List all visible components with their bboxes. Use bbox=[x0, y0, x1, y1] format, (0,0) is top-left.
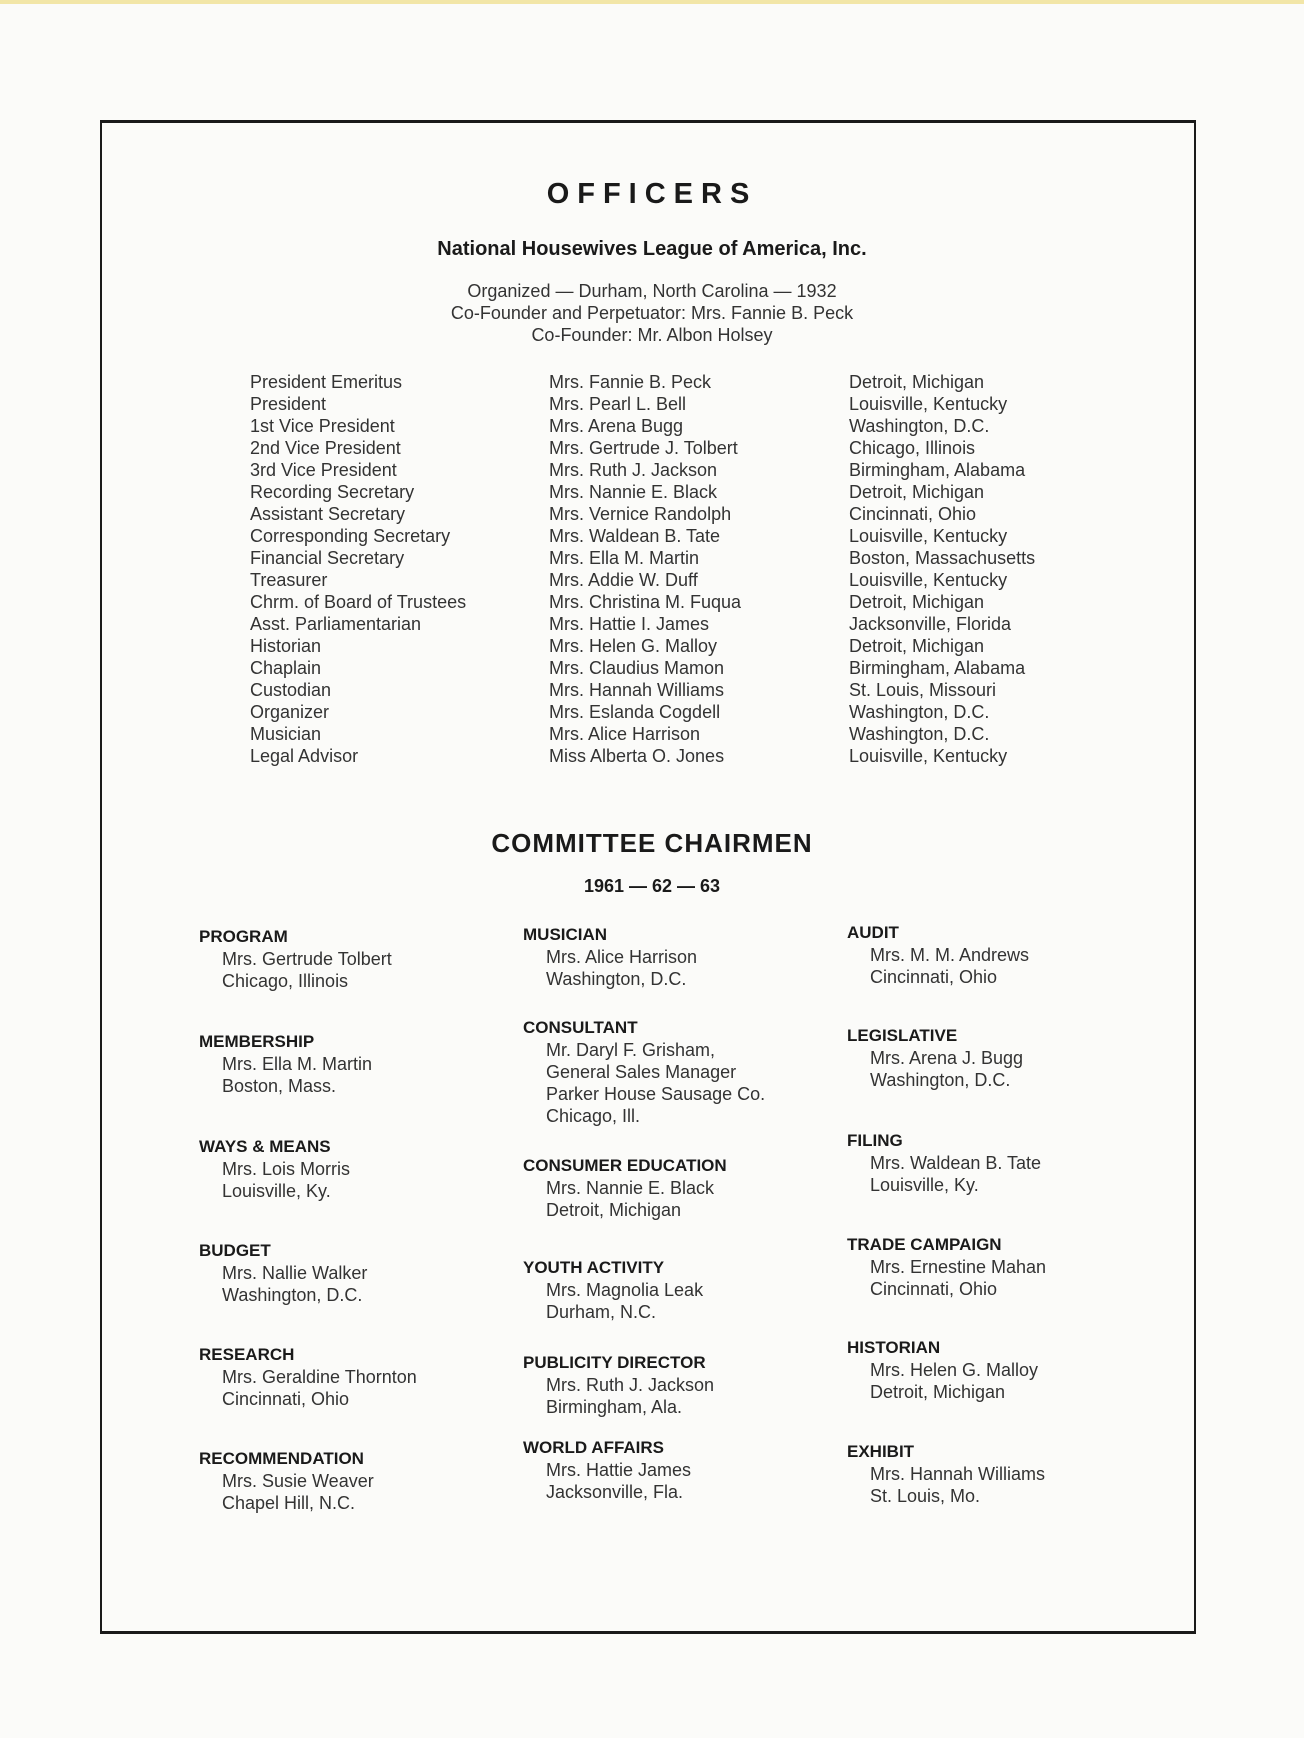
committee-block bbox=[523, 1437, 691, 1503]
officer-row bbox=[0, 613, 1304, 635]
officer-row bbox=[0, 459, 1304, 481]
committee-title: RECOMMENDATION bbox=[199, 1449, 364, 1468]
committee-member-line: Mrs. Alice Harrison bbox=[546, 947, 698, 967]
committee-member-line: Mrs. M. M. Andrews bbox=[870, 945, 1030, 965]
committee-block bbox=[523, 924, 697, 990]
committee-member-line: Louisville, Ky. bbox=[870, 1175, 979, 1195]
committee-member-line: St. Louis, Mo. bbox=[870, 1486, 981, 1506]
committee-title: FILING bbox=[847, 1131, 903, 1150]
officer-title: Musician bbox=[250, 724, 322, 744]
officer-row bbox=[0, 569, 1304, 591]
committee-member-line: Birmingham, Ala. bbox=[546, 1397, 683, 1417]
officer-location: Birmingham, Alabama bbox=[849, 460, 1026, 480]
committee-member-line: Mrs. Ruth J. Jackson bbox=[546, 1375, 715, 1395]
officer-name: Mrs. Ella M. Martin bbox=[549, 548, 700, 568]
committee-member-line: Cincinnati, Ohio bbox=[222, 1389, 350, 1409]
committee-member-line: Mrs. Waldean B. Tate bbox=[870, 1153, 1042, 1173]
committee-member-line: Parker House Sausage Co. bbox=[546, 1084, 766, 1104]
committee-member-line: Detroit, Michigan bbox=[870, 1382, 1006, 1402]
committee-title: TRADE CAMPAIGN bbox=[847, 1235, 1002, 1254]
officer-row bbox=[0, 481, 1304, 503]
officer-row bbox=[0, 503, 1304, 525]
officers-heading: OFFICERS bbox=[546, 178, 758, 210]
officer-location: St. Louis, Missouri bbox=[849, 680, 997, 700]
officer-title: Recording Secretary bbox=[250, 482, 415, 502]
committee-member-line: Boston, Mass. bbox=[222, 1076, 337, 1096]
officer-title: Historian bbox=[250, 636, 322, 656]
committee-member-line: Mr. Daryl F. Grisham, bbox=[546, 1040, 716, 1060]
officer-row bbox=[0, 657, 1304, 679]
committee-member-line: Chicago, Illinois bbox=[222, 971, 349, 991]
officer-title: 2nd Vice President bbox=[250, 438, 401, 458]
committee-title: RESEARCH bbox=[199, 1345, 295, 1364]
officer-location: Boston, Massachusetts bbox=[849, 548, 1036, 568]
committee-block bbox=[523, 1257, 703, 1323]
officer-row bbox=[0, 591, 1304, 613]
officer-row bbox=[0, 701, 1304, 723]
officer-name: Mrs. Hannah Williams bbox=[549, 680, 725, 700]
officer-location: Louisville, Kentucky bbox=[849, 570, 1008, 590]
committee-title: AUDIT bbox=[847, 923, 899, 942]
officer-name: Mrs. Fannie B. Peck bbox=[549, 372, 712, 392]
officer-row bbox=[0, 371, 1304, 393]
officer-name: Mrs. Arena Bugg bbox=[549, 416, 684, 436]
org-line-organized: Organized — Durham, North Carolina — 1932 bbox=[467, 281, 837, 301]
committee-block bbox=[523, 1155, 727, 1221]
officer-row bbox=[0, 745, 1304, 767]
committee-member-line: Durham, N.C. bbox=[546, 1302, 657, 1322]
committee-title: EXHIBIT bbox=[847, 1442, 915, 1461]
committee-member-line: Mrs. Nannie E. Black bbox=[546, 1178, 715, 1198]
org-line-cofounder: Co-Founder: Mr. Albon Holsey bbox=[531, 325, 773, 345]
committee-title: CONSUMER EDUCATION bbox=[523, 1156, 727, 1175]
committee-heading: COMMITTEE CHAIRMEN bbox=[491, 828, 813, 858]
officer-title: Financial Secretary bbox=[250, 548, 405, 568]
officer-location: Detroit, Michigan bbox=[849, 636, 985, 656]
officer-name: Mrs. Ruth J. Jackson bbox=[549, 460, 718, 480]
officer-title: Legal Advisor bbox=[250, 746, 359, 766]
committee-member-line: Mrs. Helen G. Malloy bbox=[870, 1360, 1039, 1380]
committee-member-line: Mrs. Susie Weaver bbox=[222, 1471, 374, 1491]
committee-member-line: Mrs. Arena J. Bugg bbox=[870, 1048, 1024, 1068]
committee-member-line: Louisville, Ky. bbox=[222, 1181, 331, 1201]
committee-block bbox=[199, 926, 392, 992]
paper-edge bbox=[0, 0, 1304, 4]
committee-member-line: Washington, D.C. bbox=[870, 1070, 1011, 1090]
committee-block bbox=[847, 1025, 1023, 1091]
officer-name: Mrs. Waldean B. Tate bbox=[549, 526, 721, 546]
committee-member-line: Mrs. Lois Morris bbox=[222, 1159, 351, 1179]
officer-location: Detroit, Michigan bbox=[849, 372, 985, 392]
officer-title: 3rd Vice President bbox=[250, 460, 397, 480]
committee-block bbox=[199, 1240, 367, 1306]
officer-name: Mrs. Pearl L. Bell bbox=[549, 394, 687, 414]
committee-block bbox=[523, 1352, 714, 1418]
officer-title: Organizer bbox=[250, 702, 330, 722]
officer-location: Washington, D.C. bbox=[849, 724, 990, 744]
committee-member-line: Detroit, Michigan bbox=[546, 1200, 682, 1220]
officer-row bbox=[0, 635, 1304, 657]
officer-location: Chicago, Illinois bbox=[849, 438, 976, 458]
committee-block bbox=[847, 1130, 1041, 1196]
committee-block bbox=[199, 1136, 350, 1202]
officer-title: Chrm. of Board of Trustees bbox=[250, 592, 467, 612]
committee-member-line: Chapel Hill, N.C. bbox=[222, 1493, 356, 1513]
committee-block bbox=[523, 1017, 765, 1127]
officer-title: Assistant Secretary bbox=[250, 504, 406, 524]
officer-name: Mrs. Vernice Randolph bbox=[549, 504, 732, 524]
officer-name: Mrs. Addie W. Duff bbox=[549, 570, 698, 590]
officer-name: Mrs. Alice Harrison bbox=[549, 724, 701, 744]
committee-member-line: Jacksonville, Fla. bbox=[546, 1482, 684, 1502]
committee-title: WORLD AFFAIRS bbox=[523, 1438, 665, 1457]
officers-table bbox=[0, 371, 1304, 767]
committee-member-line: Cincinnati, Ohio bbox=[870, 967, 998, 987]
officer-name: Mrs. Claudius Mamon bbox=[549, 658, 725, 678]
officer-title: Corresponding Secretary bbox=[250, 526, 451, 546]
officer-location: Washington, D.C. bbox=[849, 416, 990, 436]
officer-title: Custodian bbox=[250, 680, 332, 700]
officer-location: Birmingham, Alabama bbox=[849, 658, 1026, 678]
officer-title: 1st Vice President bbox=[250, 416, 395, 436]
committee-title: LEGISLATIVE bbox=[847, 1026, 958, 1045]
officer-location: Washington, D.C. bbox=[849, 702, 990, 722]
committee-title: MUSICIAN bbox=[523, 925, 608, 944]
officer-name: Mrs. Christina M. Fuqua bbox=[549, 592, 742, 612]
officer-title: President bbox=[250, 394, 327, 414]
officer-name: Mrs. Gertrude J. Tolbert bbox=[549, 438, 738, 458]
committee-member-line: Washington, D.C. bbox=[222, 1285, 363, 1305]
committee-block bbox=[847, 922, 1029, 988]
committee-member-line: Mrs. Ernestine Mahan bbox=[870, 1257, 1047, 1277]
officer-row bbox=[0, 525, 1304, 547]
committee-title: MEMBERSHIP bbox=[199, 1032, 315, 1051]
committee-title: WAYS & MEANS bbox=[199, 1137, 331, 1156]
officer-location: Louisville, Kentucky bbox=[849, 394, 1008, 414]
officer-title: President Emeritus bbox=[250, 372, 403, 392]
committee-title: CONSULTANT bbox=[523, 1018, 638, 1037]
officer-name: Mrs. Helen G. Malloy bbox=[549, 636, 718, 656]
officer-location: Louisville, Kentucky bbox=[849, 526, 1008, 546]
committee-member-line: Cincinnati, Ohio bbox=[870, 1279, 998, 1299]
committee-title: PUBLICITY DIRECTOR bbox=[523, 1353, 706, 1372]
committee-member-line: Mrs. Nallie Walker bbox=[222, 1263, 368, 1283]
officer-row bbox=[0, 437, 1304, 459]
officer-location: Cincinnati, Ohio bbox=[849, 504, 977, 524]
officer-location: Louisville, Kentucky bbox=[849, 746, 1008, 766]
committee-member-line: Washington, D.C. bbox=[546, 969, 687, 989]
committee-member-line: Mrs. Hannah Williams bbox=[870, 1464, 1046, 1484]
committee-title: PROGRAM bbox=[199, 927, 288, 946]
committee-block bbox=[199, 1031, 372, 1097]
officer-row bbox=[0, 679, 1304, 701]
committee-member-line: Mrs. Hattie James bbox=[546, 1460, 692, 1480]
committee-title: HISTORIAN bbox=[847, 1338, 941, 1357]
committee-member-line: Mrs. Ella M. Martin bbox=[222, 1054, 373, 1074]
committee-member-line: Mrs. Geraldine Thornton bbox=[222, 1367, 417, 1387]
officer-location: Detroit, Michigan bbox=[849, 592, 985, 612]
officer-name: Mrs. Nannie E. Black bbox=[549, 482, 718, 502]
officer-name: Mrs. Eslanda Cogdell bbox=[549, 702, 721, 722]
organization-info bbox=[0, 280, 1304, 346]
committee-member-line: Mrs. Magnolia Leak bbox=[546, 1280, 704, 1300]
committee-title: BUDGET bbox=[199, 1241, 271, 1260]
officer-title: Treasurer bbox=[250, 570, 328, 590]
organization-name: National Housewives League of America, Inc. bbox=[437, 238, 867, 260]
officer-name: Mrs. Hattie I. James bbox=[549, 614, 710, 634]
org-line-cofounder-perpetuator: Co-Founder and Perpetuator: Mrs. Fannie B. Peck bbox=[450, 303, 854, 323]
committee-block bbox=[847, 1337, 1038, 1403]
committee-block bbox=[847, 1234, 1046, 1300]
committee-member-line: Mrs. Gertrude Tolbert bbox=[222, 949, 392, 969]
officer-row bbox=[0, 547, 1304, 569]
committee-block bbox=[199, 1448, 374, 1514]
officer-title: Chaplain bbox=[250, 658, 322, 678]
officer-row bbox=[0, 415, 1304, 437]
committee-years: 1961 — 62 — 63 bbox=[583, 876, 721, 896]
committee-title: YOUTH ACTIVITY bbox=[523, 1258, 665, 1277]
officer-location: Jacksonville, Florida bbox=[849, 614, 1012, 634]
officer-title: Asst. Parliamentarian bbox=[250, 614, 422, 634]
officer-location: Detroit, Michigan bbox=[849, 482, 985, 502]
committee-block bbox=[199, 1344, 417, 1410]
committee-member-line: General Sales Manager bbox=[546, 1062, 737, 1082]
officer-name: Miss Alberta O. Jones bbox=[549, 746, 725, 766]
officer-row bbox=[0, 393, 1304, 415]
committee-block bbox=[847, 1441, 1045, 1507]
officer-row bbox=[0, 723, 1304, 745]
committee-member-line: Chicago, Ill. bbox=[546, 1106, 641, 1126]
